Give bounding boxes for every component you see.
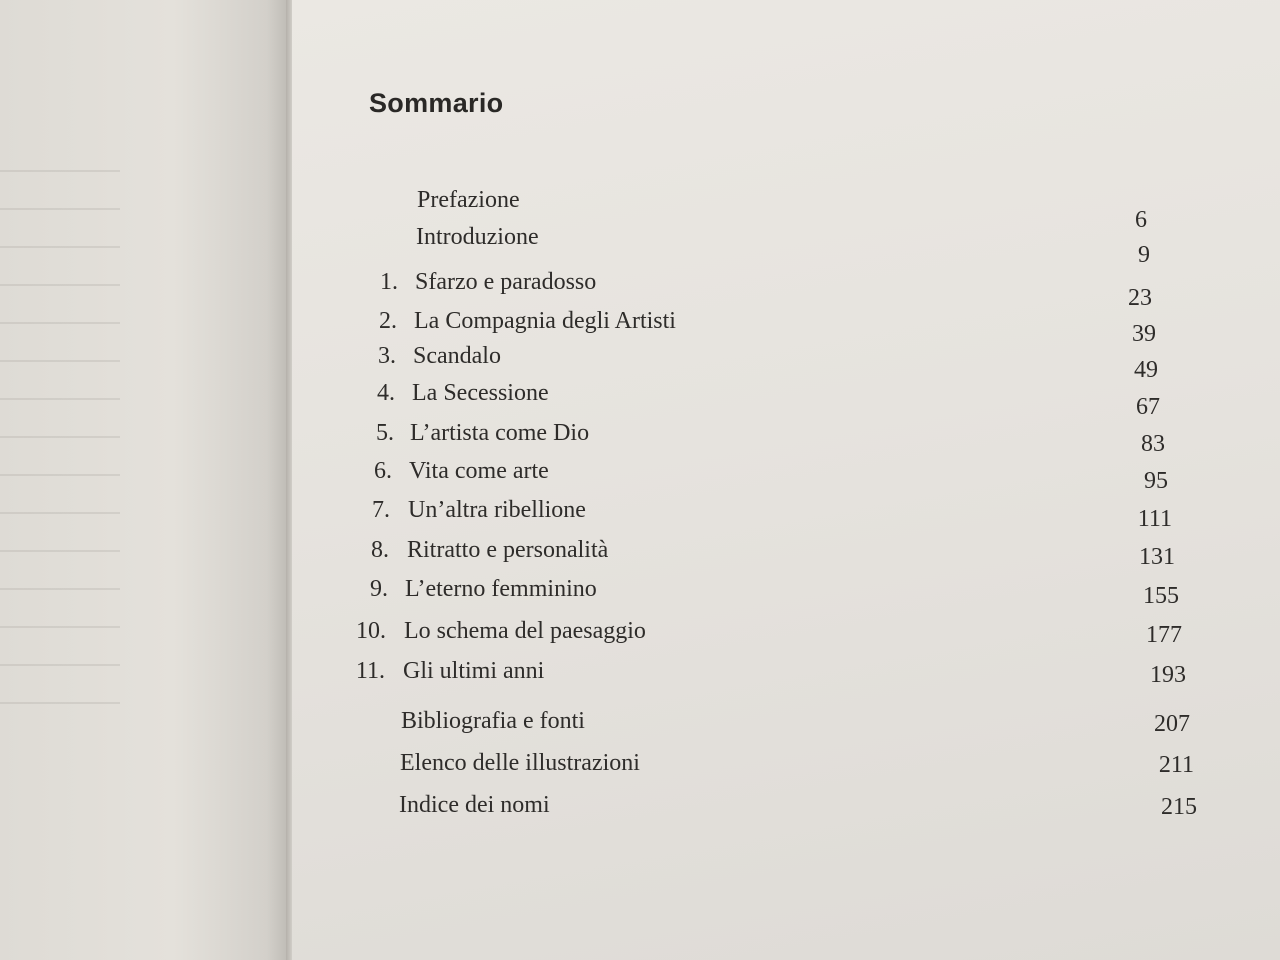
- toc-entry-title: Sfarzo e paradosso: [415, 269, 597, 295]
- toc-entry-page: 177: [1146, 622, 1182, 648]
- toc-entry-number: 9.: [370, 576, 388, 602]
- toc-entry-page: 67: [1136, 394, 1160, 420]
- toc-entry-title: Lo schema del paesaggio: [404, 618, 646, 644]
- toc-entry-title: Vita come arte: [409, 458, 549, 484]
- toc-entry-page: 215: [1161, 794, 1197, 820]
- toc-entry-title: Elenco delle illustrazioni: [400, 750, 640, 776]
- toc-entry-page: 193: [1150, 662, 1186, 688]
- show-through-text: [0, 150, 120, 710]
- toc-entry-number: 5.: [376, 420, 394, 446]
- toc-entry-page: 39: [1132, 321, 1156, 347]
- toc-entry-title: Bibliografia e fonti: [401, 708, 585, 734]
- toc-entry-title: Un’altra ribellione: [408, 497, 586, 523]
- toc-entry-title: L’eterno femminino: [405, 576, 597, 602]
- toc-entry-title: Gli ultimi anni: [403, 658, 545, 684]
- toc-entry-page: 207: [1154, 711, 1190, 737]
- toc-entry-page: 95: [1144, 468, 1168, 494]
- toc-entry-page: 131: [1139, 544, 1175, 570]
- toc-entry-number: 8.: [371, 537, 389, 563]
- toc-entry-title: Introduzione: [416, 224, 539, 250]
- left-page: [0, 0, 290, 960]
- toc-entry-title: La Secessione: [412, 380, 549, 406]
- toc-entry-number: 4.: [377, 380, 395, 406]
- toc-entry-number: 7.: [372, 497, 390, 523]
- toc-entry-page: 83: [1141, 431, 1165, 457]
- toc-entry-number: 2.: [379, 308, 397, 334]
- toc-entry-number: 11.: [355, 658, 385, 684]
- toc-entry-title: Prefazione: [417, 187, 520, 213]
- toc-entry-title: La Compagnia degli Artisti: [414, 308, 676, 334]
- toc-entry-page: 6: [1135, 207, 1147, 233]
- toc-entry-title: Ritratto e personalità: [407, 537, 609, 563]
- toc-entry-title: L’artista come Dio: [410, 420, 590, 446]
- toc-entry-page: 23: [1128, 285, 1152, 311]
- toc-entry-title: Scandalo: [413, 343, 501, 369]
- toc-entry-number: 10.: [356, 618, 386, 644]
- toc-entry-number: 3.: [378, 343, 396, 369]
- toc-entry-page: 211: [1158, 752, 1194, 778]
- toc-entry-page: 155: [1143, 583, 1179, 609]
- toc-entry-page: 49: [1134, 357, 1158, 383]
- toc-entry-number: 1.: [380, 269, 398, 295]
- toc-entry-number: 6.: [374, 458, 392, 484]
- toc-entry-page: 111: [1137, 506, 1172, 532]
- toc-entry-page: 9: [1138, 242, 1150, 268]
- toc-entry-title: Indice dei nomi: [399, 792, 550, 818]
- page-title: Sommario: [369, 88, 504, 118]
